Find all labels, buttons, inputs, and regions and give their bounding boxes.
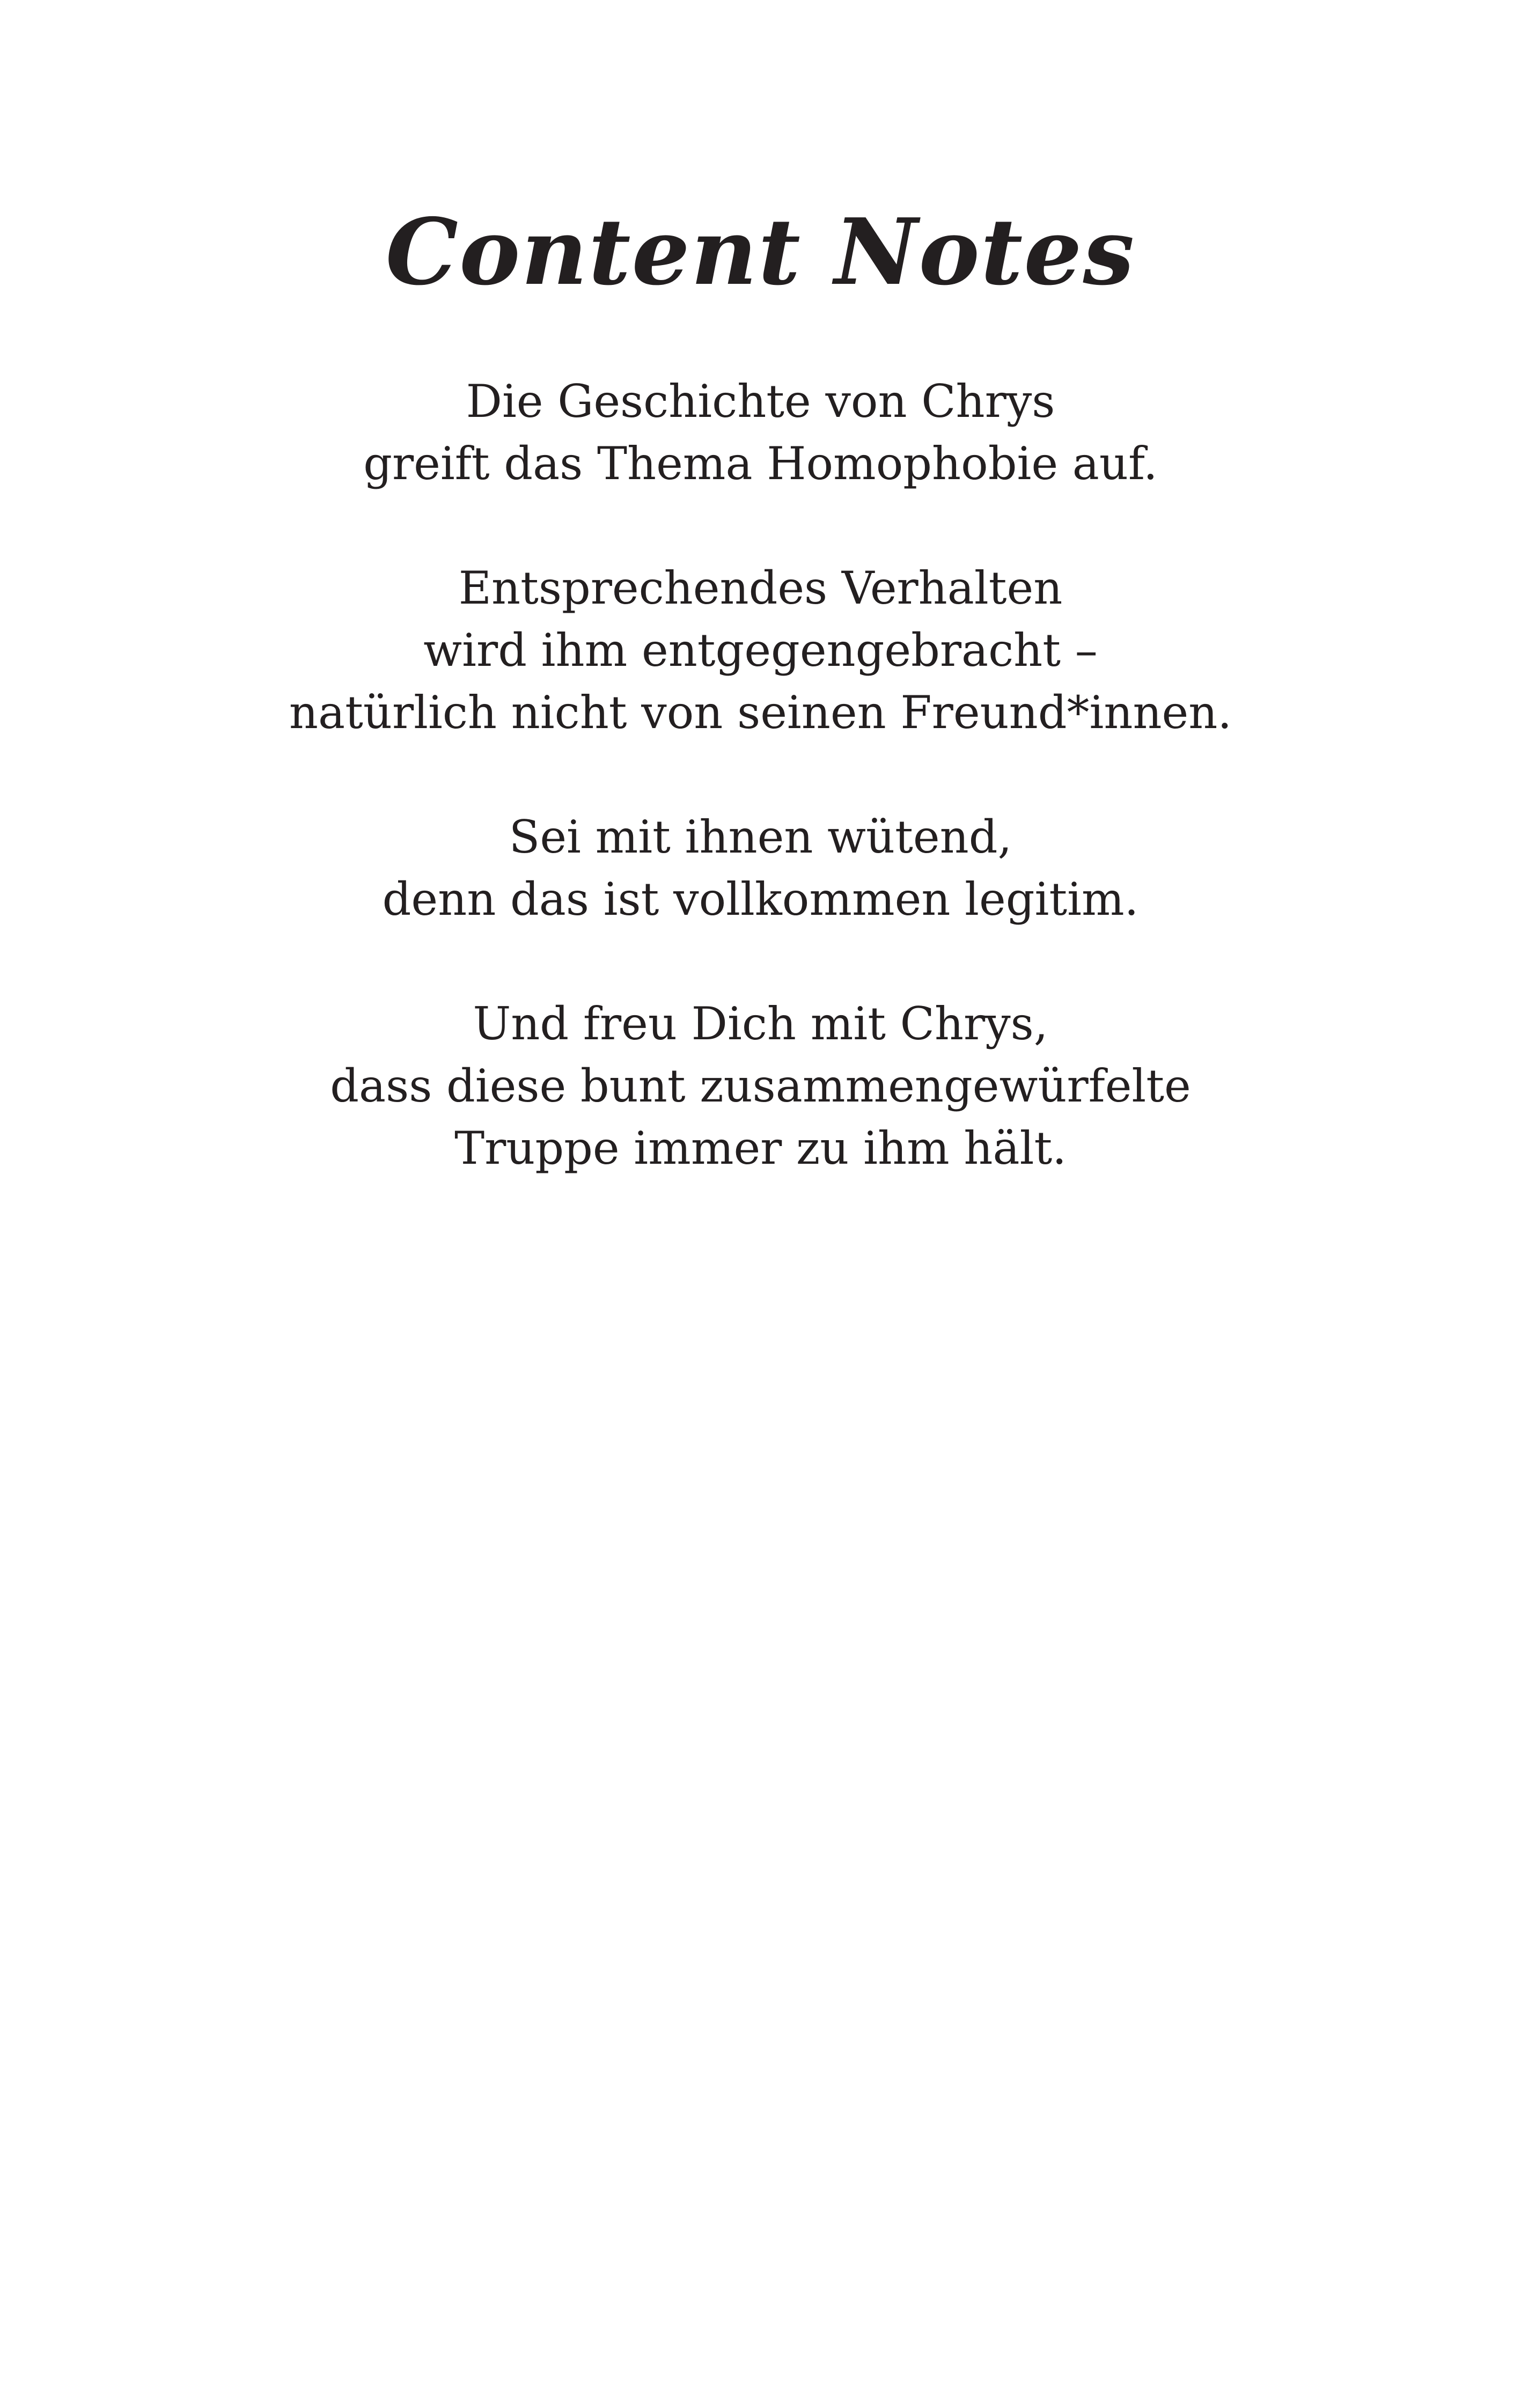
text-line: denn das ist vollkommen legitim.	[382, 873, 1139, 926]
text-line: Und freu Dich mit Chrys,	[473, 997, 1048, 1050]
text-line: wird ihm entgegengebracht –	[423, 624, 1098, 677]
content-notes-text	[0, 370, 1521, 1242]
stanza-4	[0, 993, 1521, 1179]
text-line: natürlich nicht von seinen Freund*innen.	[289, 686, 1232, 739]
text-line: Die Geschichte von Chrys	[466, 375, 1055, 428]
stanza-2	[0, 557, 1521, 744]
text-line: dass diese bunt zusammengewürfelte	[330, 1060, 1191, 1112]
page-title: Content Notes	[385, 199, 1136, 306]
text-line: greift das Thema Homophobie auf.	[363, 437, 1158, 490]
text-line: Sei mit ihnen wütend,	[509, 811, 1012, 863]
stanza-3	[0, 806, 1521, 930]
stanza-1	[0, 370, 1521, 495]
text-line: Truppe immer zu ihm hält.	[454, 1122, 1067, 1174]
text-line: Entsprechendes Verhalten	[458, 562, 1063, 614]
